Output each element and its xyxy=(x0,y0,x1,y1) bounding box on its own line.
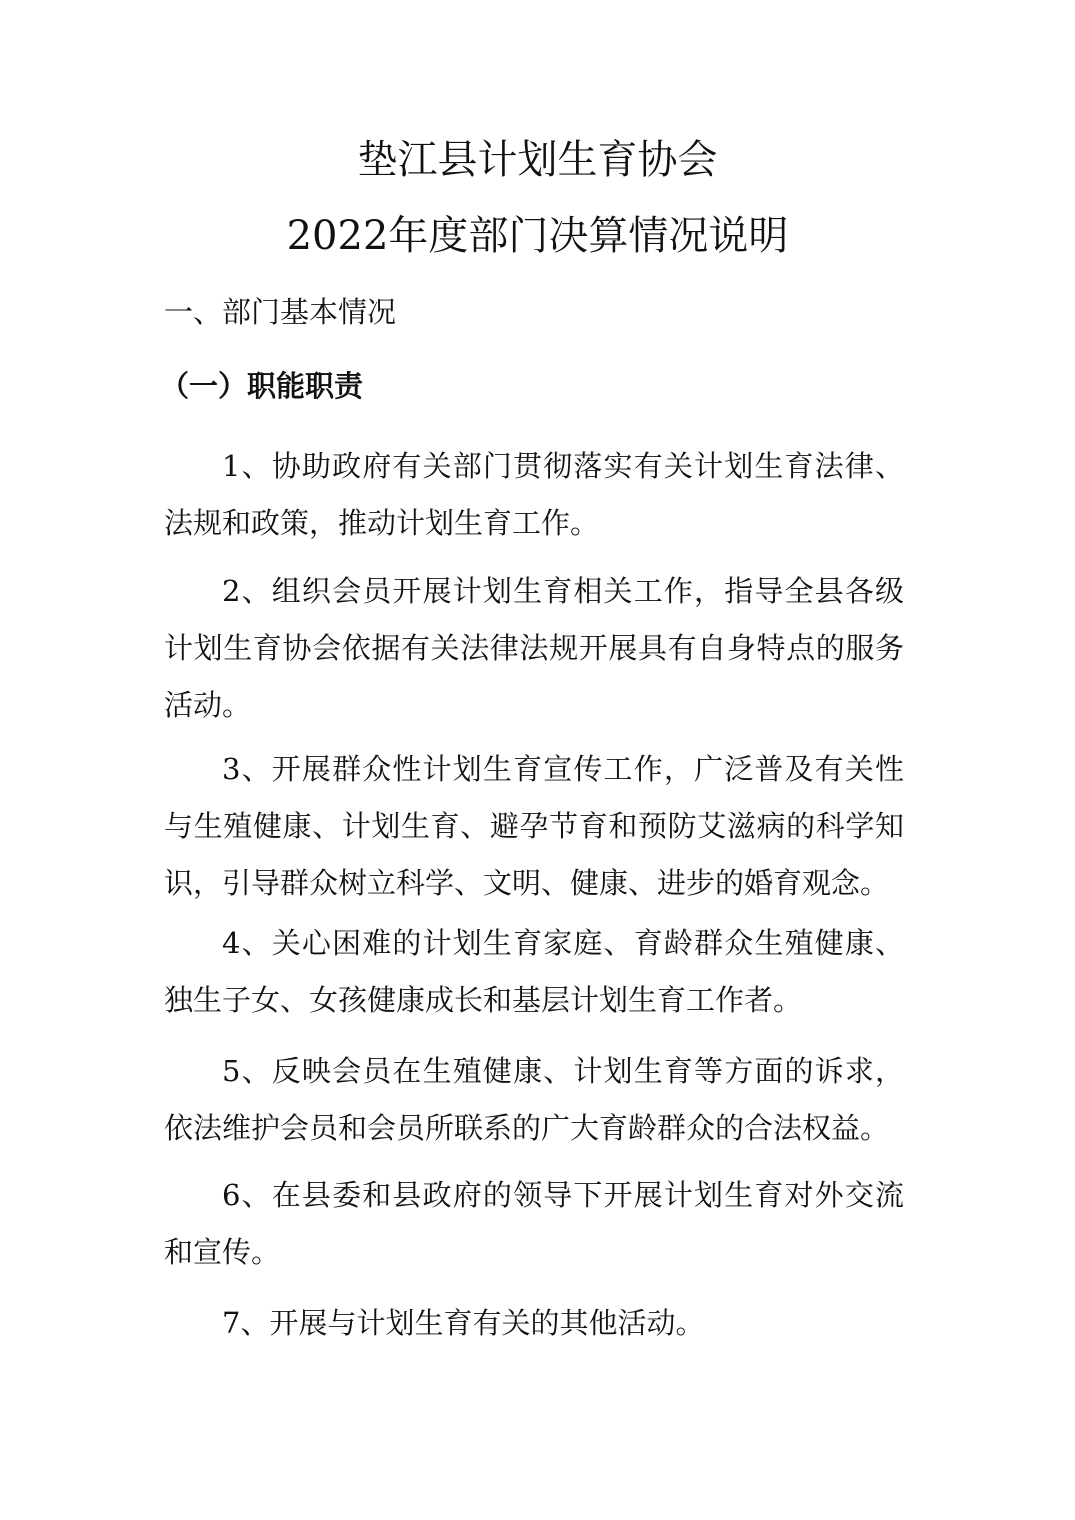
document-title-line1: 垫江县计划生育协会 xyxy=(357,137,718,183)
paragraph-2: 2、组织会员开展计划生育相关工作，指导全县各级计划生育协会依据有关法律法规开展具有自身特点的服务活动。 xyxy=(164,574,904,722)
paragraph-4: 4、关心困难的计划生育家庭、育龄群众生殖健康、独生子女、女孩健康成长和基层计划生育工作者。 xyxy=(164,926,904,1017)
paragraph-6: 6、在县委和县政府的领导下开展计划生育对外交流和宣传。 xyxy=(164,1178,904,1269)
paragraph-1: 1、协助政府有关部门贯彻落实有关计划生育法律、法规和政策，推动计划生育工作。 xyxy=(164,449,904,540)
document-title-line2: 2022年度部门决算情况说明 xyxy=(286,213,789,259)
paragraph-7: 7、开展与计划生育有关的其他活动。 xyxy=(222,1306,705,1340)
paragraph-3: 3、开展群众性计划生育宣传工作，广泛普及有关性与生殖健康、计划生育、避孕节育和预防艾滋病的科学知识，引导群众树立科学、文明、健康、进步的婚育观念。 xyxy=(164,752,904,900)
section-heading: 一、部门基本情况 xyxy=(164,295,397,329)
subsection-heading: （一）职能职责 xyxy=(160,369,364,403)
paragraph-5: 5、反映会员在生殖健康、计划生育等方面的诉求，依法维护会员和会员所联系的广大育龄群众的合法权益。 xyxy=(164,1054,904,1145)
